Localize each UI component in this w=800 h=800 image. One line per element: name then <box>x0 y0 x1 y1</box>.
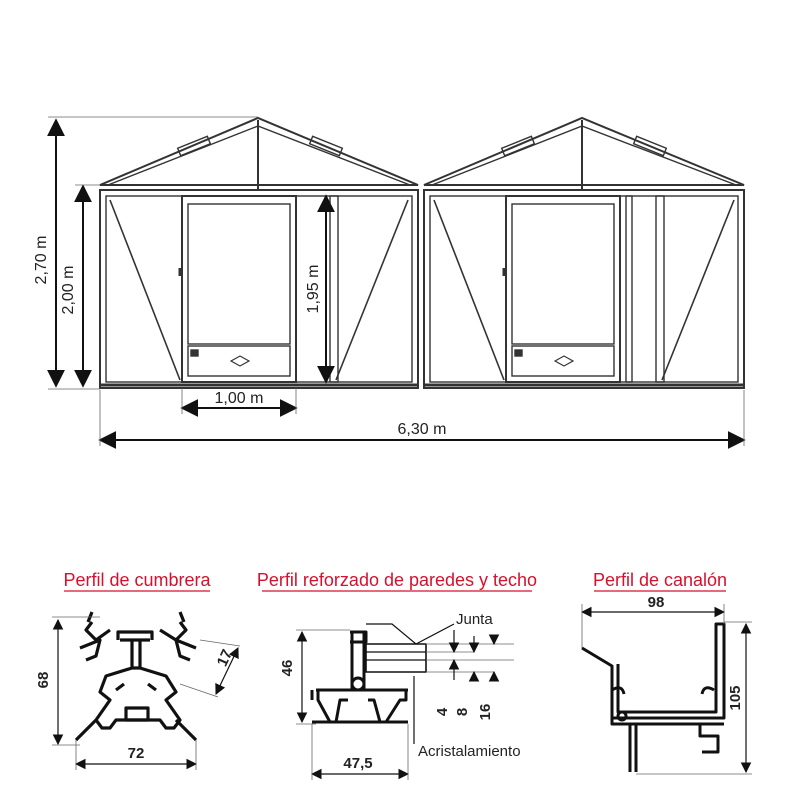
label-ridge-height: 68 <box>35 671 52 689</box>
title-wall-profile: Perfil reforzado de paredes y techo <box>256 570 538 590</box>
label-gutter-width: 98 <box>647 594 665 611</box>
greenhouse-elevation <box>100 118 744 388</box>
label-door-width: 1,00 m <box>214 390 264 407</box>
title-gutter-profile: Perfil de canalón <box>592 570 728 590</box>
label-ridge-width: 72 <box>127 745 145 762</box>
gutter-profile-section <box>582 624 724 772</box>
elevation-dimensions <box>48 117 744 446</box>
label-total-width: 6,30 m <box>397 421 447 438</box>
label-wall-width: 47,5 <box>343 755 373 772</box>
label-gutter-height: 105 <box>727 685 744 711</box>
label-gasket: Junta <box>456 611 493 628</box>
label-wall-height: 2,00 m <box>60 265 77 315</box>
label-glazing: Acristalamiento <box>418 743 521 760</box>
greenhouse-module-left <box>100 118 418 388</box>
ridge-profile-section <box>76 612 196 740</box>
label-wall-dim-8: 8 <box>454 707 471 717</box>
label-wall-dim-4: 4 <box>434 707 451 717</box>
title-ridge-profile: Perfil de cumbrera <box>63 570 211 590</box>
label-total-height: 2,70 m <box>33 235 50 285</box>
wall-profile-section <box>312 632 426 722</box>
label-wall-height: 46 <box>279 659 296 677</box>
greenhouse-module-right <box>424 118 744 388</box>
label-wall-dim-16: 16 <box>477 703 494 721</box>
label-ridge-angle-width: 17 <box>213 646 237 670</box>
label-door-height: 1,95 m <box>305 264 322 314</box>
